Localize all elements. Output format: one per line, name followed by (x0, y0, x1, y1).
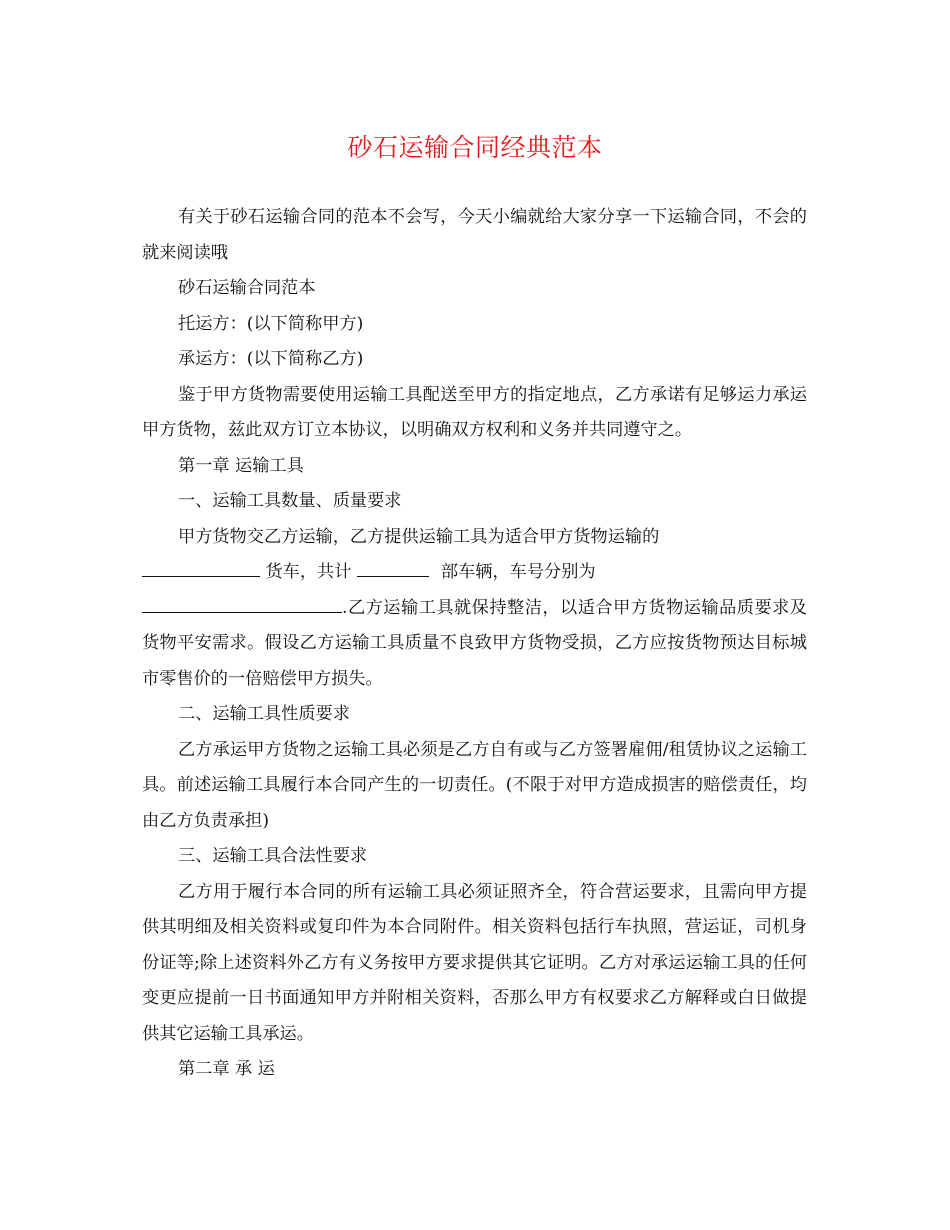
section-2-title: 二、运输工具性质要求 (178, 704, 350, 724)
section-1-truck-text: 货车，共计 (265, 562, 352, 582)
party-a-line: 托运方：(以下简称甲方) (178, 313, 364, 334)
section-1-count-text: 部车辆，车号分别为 (440, 562, 596, 582)
document-title: 砂石运输合同经典范本 (347, 133, 603, 162)
vehicle-count-blank (357, 556, 429, 577)
section-3-title: 三、运输工具合法性要求 (178, 846, 368, 866)
chapter-2-heading: 第二章 承 运 (178, 1059, 275, 1079)
chapter-1-heading: 第一章 运输工具 (178, 455, 304, 476)
plate-numbers-blank (142, 592, 342, 613)
section-1-paragraph (142, 520, 807, 698)
preamble-paragraph: 鉴于甲方货物需要使用运输工具配送至甲方的指定地点，乙方承诺有足够运力承运甲方货物，兹此双方订立本协议，以明确双方权利和义务并共同遵守之。 (142, 384, 807, 440)
document-body (142, 200, 807, 1088)
section-1-line1: 甲方货物交乙方运输，乙方提供运输工具为适合甲方货物运输的 (178, 526, 660, 547)
section-3-paragraph: 乙方用于履行本合同的所有运输工具必须证照齐全，符合营运要求，且需向甲方提供其明细及相关资料或复印件为本合同附件。相关资料包括行车执照，营运证，司机身份证等;除上述资料外乙方有义务按甲方要求提供其它证明。乙方对承运运输工具的任何变更应提前一日书面通知甲方并附相关资料，否那么甲方有权要求乙方解释或白日做提供其它运输工具承运。 (142, 881, 807, 1044)
section-1-title: 一、运输工具数量、质量要求 (178, 491, 402, 511)
section-2-paragraph: 乙方承运甲方货物之运输工具必须是乙方自有或与乙方签署雇佣/租赁协议之运输工具。前述运输工具履行本合同产生的一切责任。(不限于对甲方造成损害的赔偿责任，均由乙方负责承担) (142, 739, 807, 831)
contract-heading: 砂石运输合同范本 (178, 278, 316, 298)
truck-type-blank (142, 556, 260, 577)
section-1-rest: .乙方运输工具就保持整洁，以适合甲方货物运输品质要求及货物平安需求。假设乙方运输工具质量不良致甲方货物受损，乙方应按货物预达目标城市零售价的一倍赔偿甲方损失。 (142, 597, 807, 689)
party-b-line: 承运方：(以下简称乙方) (178, 349, 364, 369)
intro-paragraph: 有关于砂石运输合同的范本不会写，今天小编就给大家分享一下运输合同，不会的就来阅读哦 (142, 207, 807, 263)
